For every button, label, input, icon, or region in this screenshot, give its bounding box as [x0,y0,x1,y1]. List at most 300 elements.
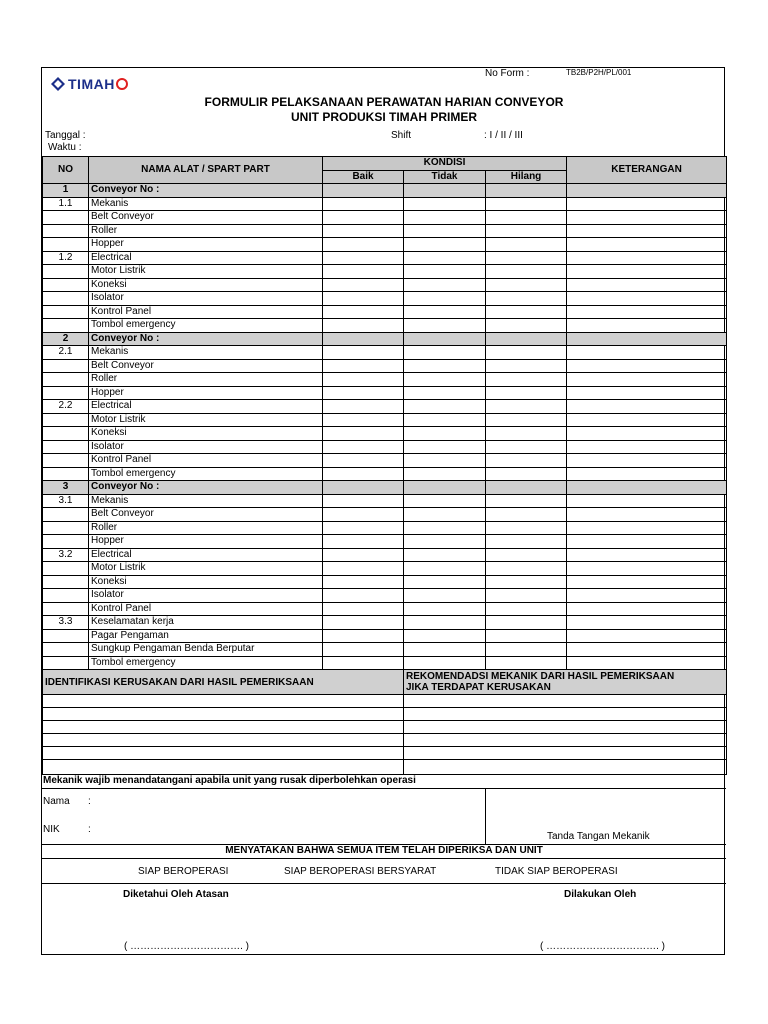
row-no: 3 [43,481,89,495]
cell-keterangan[interactable] [567,589,727,603]
cell-baik[interactable] [323,440,404,454]
row-name: Roller [89,224,323,238]
row-no [43,562,89,576]
cell-keterangan[interactable] [567,265,727,279]
row-no [43,265,89,279]
identifikasi-line[interactable] [43,708,404,721]
cell-tidak[interactable] [404,562,486,576]
cell-tidak[interactable] [404,197,486,211]
rekomendasi-line[interactable] [404,695,727,708]
cell-keterangan[interactable] [567,656,727,670]
table-row [43,521,727,535]
cell-keterangan[interactable] [567,467,727,481]
cell-baik[interactable] [323,184,404,198]
identifikasi-line[interactable] [43,721,404,734]
cell-baik[interactable] [323,292,404,306]
cell-baik[interactable] [323,643,404,657]
cell-tidak[interactable] [404,629,486,643]
row-name: Sungkup Pengaman Benda Berputar [89,643,323,657]
cell-baik[interactable] [323,305,404,319]
table-row [43,508,727,522]
cell-tidak[interactable] [404,602,486,616]
rekomendasi-line[interactable] [404,708,727,721]
cell-tidak[interactable] [404,251,486,265]
cell-keterangan[interactable] [567,278,727,292]
table-row [43,494,727,508]
table-row [43,319,727,333]
cell-baik[interactable] [323,575,404,589]
cell-baik[interactable] [323,265,404,279]
cell-keterangan[interactable] [567,427,727,441]
cell-keterangan[interactable] [567,521,727,535]
rekomendasi-header [404,670,727,695]
divider [42,883,726,884]
cell-keterangan[interactable] [567,251,727,265]
cell-baik[interactable] [323,454,404,468]
cell-baik[interactable] [323,346,404,360]
row-name: Electrical [89,400,323,414]
col-baik: Baik [323,170,404,184]
cell-keterangan[interactable] [567,643,727,657]
row-name: Isolator [89,440,323,454]
row-name: Conveyor No : [89,332,323,346]
row-no: 1 [43,184,89,198]
cell-baik[interactable] [323,548,404,562]
row-name: Koneksi [89,278,323,292]
row-name: Tombol emergency [89,467,323,481]
cell-tidak[interactable] [404,508,486,522]
identifikasi-line[interactable] [43,734,404,747]
cell-keterangan[interactable] [567,481,727,495]
table-row [43,643,727,657]
shift-label: Shift [391,130,412,141]
cell-baik[interactable] [323,535,404,549]
cell-tidak[interactable] [404,346,486,360]
form-title: FORMULIR PELAKSANAAN PERAWATAN HARIAN CONVEYOR [204,95,564,109]
cell-keterangan[interactable] [567,494,727,508]
section-row [43,332,727,346]
row-no: 1.1 [43,197,89,211]
cell-baik[interactable] [323,427,404,441]
table-row [43,589,727,603]
row-no [43,589,89,603]
cell-hilang[interactable] [486,400,567,414]
mekanik-note: Mekanik wajib menandatangani apabila unit yang rusak diperbolehkan operasi [43,775,416,786]
row-no [43,373,89,387]
signature-line-right[interactable]: ( ……………………………. ) [540,941,665,952]
table-row [43,562,727,576]
cell-baik[interactable] [323,251,404,265]
cell-tidak[interactable] [404,238,486,252]
table-row [43,278,727,292]
row-no [43,319,89,333]
cell-hilang[interactable] [486,494,567,508]
cell-keterangan[interactable] [567,386,727,400]
cell-keterangan[interactable] [567,629,727,643]
no-form-label: No Form : [485,68,530,79]
waktu-label: Waktu : [48,142,82,153]
table-row [43,548,727,562]
col-hilang: Hilang [486,170,567,184]
cell-baik[interactable] [323,319,404,333]
row-name: Roller [89,373,323,387]
row-name: Mekanis [89,494,323,508]
cell-tidak[interactable] [404,332,486,346]
row-no [43,224,89,238]
table-row [43,305,727,319]
row-no [43,535,89,549]
cell-baik[interactable] [323,521,404,535]
table-row [43,251,727,265]
table-row [43,535,727,549]
row-no [43,211,89,225]
table-row [43,373,727,387]
table-row [43,575,727,589]
divider [42,858,726,859]
cell-tidak[interactable] [404,454,486,468]
cell-baik[interactable] [323,602,404,616]
table-row [43,400,727,414]
identifikasi-header: IDENTIFIKASI KERUSAKAN DARI HASIL PEMERIKSAAN [43,670,404,695]
option-siap[interactable]: SIAP BEROPERASI [138,866,229,877]
table-row [43,602,727,616]
cell-hilang[interactable] [486,643,567,657]
cell-hilang[interactable] [486,197,567,211]
cell-hilang[interactable] [486,481,567,495]
nik-colon[interactable]: : [88,824,91,835]
cell-hilang[interactable] [486,508,567,522]
cell-keterangan[interactable] [567,224,727,238]
cell-hilang[interactable] [486,319,567,333]
company-logo [50,76,128,92]
table-row [43,656,727,670]
company-name: TIMAH [68,76,115,92]
row-name: Roller [89,521,323,535]
rekomendasi-line-1: REKOMENDADSI MEKANIK DARI HASIL PEMERIKSAAN [406,671,675,682]
cell-hilang[interactable] [486,373,567,387]
cell-hilang[interactable] [486,629,567,643]
table-row [43,238,727,252]
rekomendasi-line[interactable] [404,721,727,734]
cell-hilang[interactable] [486,616,567,630]
cell-baik[interactable] [323,332,404,346]
row-name: Belt Conveyor [89,211,323,225]
cell-keterangan[interactable] [567,373,727,387]
row-no [43,602,89,616]
cell-hilang[interactable] [486,346,567,360]
form-page [41,67,725,955]
cell-hilang[interactable] [486,535,567,549]
row-name: Hopper [89,238,323,252]
rekomendasi-line[interactable] [404,747,727,760]
cell-keterangan[interactable] [567,197,727,211]
row-no [43,278,89,292]
table-row [43,265,727,279]
cell-baik[interactable] [323,562,404,576]
menyatakan-statement: MENYATAKAN BAHWA SEMUA ITEM TELAH DIPERIKSA DAN UNIT [225,845,543,856]
cell-tidak[interactable] [404,467,486,481]
tanda-tangan-label: Tanda Tangan Mekanik [547,831,650,842]
cell-baik[interactable] [323,224,404,238]
cell-tidak[interactable] [404,319,486,333]
cell-tidak[interactable] [404,400,486,414]
row-no: 1.2 [43,251,89,265]
cell-baik[interactable] [323,278,404,292]
cell-hilang[interactable] [486,467,567,481]
identifikasi-line[interactable] [43,695,404,708]
cell-hilang[interactable] [486,454,567,468]
row-no [43,386,89,400]
table-row [43,629,727,643]
table-row [43,427,727,441]
row-name: Pagar Pengaman [89,629,323,643]
shift-options: : I / II / III [484,130,523,141]
cell-hilang[interactable] [486,427,567,441]
cell-keterangan[interactable] [567,602,727,616]
cell-hilang[interactable] [486,292,567,306]
option-siap-bersyarat[interactable]: SIAP BEROPERASI BERSYARAT [284,866,437,877]
tanggal-label: Tanggal : [45,130,86,141]
cell-hilang[interactable] [486,656,567,670]
row-no [43,440,89,454]
cell-baik[interactable] [323,386,404,400]
cell-keterangan[interactable] [567,508,727,522]
table-row [43,224,727,238]
cell-baik[interactable] [323,656,404,670]
identifikasi-line[interactable] [43,760,404,775]
row-name: Hopper [89,386,323,400]
cell-tidak[interactable] [404,494,486,508]
cell-tidak[interactable] [404,481,486,495]
cell-baik[interactable] [323,373,404,387]
signature-divider [485,788,486,844]
row-no [43,305,89,319]
inspection-rows [43,184,727,670]
cell-tidak[interactable] [404,305,486,319]
cell-hilang[interactable] [486,562,567,576]
table-row [43,386,727,400]
cell-keterangan[interactable] [567,346,727,360]
cell-tidak[interactable] [404,548,486,562]
row-no [43,427,89,441]
cell-keterangan[interactable] [567,359,727,373]
cell-tidak[interactable] [404,616,486,630]
cell-hilang[interactable] [486,224,567,238]
cell-keterangan[interactable] [567,332,727,346]
cell-baik[interactable] [323,589,404,603]
cell-keterangan[interactable] [567,238,727,252]
cell-keterangan[interactable] [567,400,727,414]
cell-hilang[interactable] [486,548,567,562]
cell-baik[interactable] [323,494,404,508]
cell-tidak[interactable] [404,211,486,225]
col-nama: NAMA ALAT / SPART PART [89,157,323,184]
row-no [43,292,89,306]
cell-tidak[interactable] [404,278,486,292]
table-row [43,292,727,306]
cell-hilang[interactable] [486,386,567,400]
cell-tidak[interactable] [404,427,486,441]
table-row [43,197,727,211]
cell-hilang[interactable] [486,589,567,603]
cell-tidak[interactable] [404,359,486,373]
table-row [43,346,727,360]
rekomendasi-line[interactable] [404,734,727,747]
cell-baik[interactable] [323,467,404,481]
row-name: Electrical [89,548,323,562]
row-name: Conveyor No : [89,481,323,495]
cell-tidak[interactable] [404,373,486,387]
cell-keterangan[interactable] [567,211,727,225]
row-name: Motor Listrik [89,265,323,279]
row-name: Electrical [89,251,323,265]
cell-baik[interactable] [323,238,404,252]
cell-hilang[interactable] [486,211,567,225]
row-no [43,467,89,481]
rekomendasi-line[interactable] [404,760,727,775]
cell-keterangan[interactable] [567,319,727,333]
row-no: 3.1 [43,494,89,508]
cell-baik[interactable] [323,197,404,211]
cell-tidak[interactable] [404,643,486,657]
row-no [43,454,89,468]
cell-tidak[interactable] [404,440,486,454]
cell-tidak[interactable] [404,575,486,589]
row-name: Keselamatan kerja [89,616,323,630]
row-no [43,643,89,657]
findings-table [42,669,727,775]
row-no [43,656,89,670]
cell-tidak[interactable] [404,224,486,238]
nama-label: Nama [43,796,70,807]
row-name: Kontrol Panel [89,305,323,319]
cell-baik[interactable] [323,629,404,643]
diketahui-label: Diketahui Oleh Atasan [123,889,229,900]
row-name: Kontrol Panel [89,602,323,616]
cell-keterangan[interactable] [567,292,727,306]
col-no: NO [43,157,89,184]
cell-keterangan[interactable] [567,575,727,589]
table-row [43,454,727,468]
row-name: Motor Listrik [89,562,323,576]
cell-hilang[interactable] [486,575,567,589]
cell-hilang[interactable] [486,440,567,454]
row-no [43,575,89,589]
cell-keterangan[interactable] [567,184,727,198]
signature-line-left[interactable]: ( ……………………………. ) [124,941,249,952]
divider [42,788,726,789]
cell-keterangan[interactable] [567,440,727,454]
cell-baik[interactable] [323,508,404,522]
row-name: Mekanis [89,346,323,360]
inspection-table [42,156,727,670]
cell-hilang[interactable] [486,602,567,616]
cell-hilang[interactable] [486,278,567,292]
cell-keterangan[interactable] [567,305,727,319]
cell-baik[interactable] [323,211,404,225]
logo-circle-icon [116,78,128,90]
row-no [43,238,89,252]
cell-tidak[interactable] [404,656,486,670]
option-tidak-siap[interactable]: TIDAK SIAP BEROPERASI [495,866,618,877]
cell-keterangan[interactable] [567,548,727,562]
row-no: 2 [43,332,89,346]
cell-hilang[interactable] [486,413,567,427]
row-name: Hopper [89,535,323,549]
row-name: Belt Conveyor [89,508,323,522]
cell-keterangan[interactable] [567,616,727,630]
col-keterangan: KETERANGAN [567,157,727,184]
row-name: Koneksi [89,575,323,589]
cell-hilang[interactable] [486,305,567,319]
cell-hilang[interactable] [486,251,567,265]
cell-hilang[interactable] [486,265,567,279]
row-name: Mekanis [89,197,323,211]
cell-keterangan[interactable] [567,535,727,549]
table-row [43,616,727,630]
nik-label: NIK [43,824,60,835]
cell-tidak[interactable] [404,184,486,198]
cell-tidak[interactable] [404,292,486,306]
cell-hilang[interactable] [486,184,567,198]
table-row [43,440,727,454]
identifikasi-line[interactable] [43,747,404,760]
cell-baik[interactable] [323,616,404,630]
cell-hilang[interactable] [486,332,567,346]
row-name: Conveyor No : [89,184,323,198]
cell-tidak[interactable] [404,413,486,427]
cell-baik[interactable] [323,481,404,495]
cell-baik[interactable] [323,359,404,373]
row-no [43,521,89,535]
cell-tidak[interactable] [404,386,486,400]
table-row [43,211,727,225]
row-name: Tombol emergency [89,656,323,670]
cell-hilang[interactable] [486,359,567,373]
form-subtitle: UNIT PRODUKSI TIMAH PRIMER [291,110,477,124]
section-row [43,184,727,198]
cell-tidak[interactable] [404,521,486,535]
cell-baik[interactable] [323,413,404,427]
row-name: Motor Listrik [89,413,323,427]
nama-colon[interactable]: : [88,796,91,807]
cell-keterangan[interactable] [567,413,727,427]
timah-logo-icon [50,76,66,92]
cell-baik[interactable] [323,400,404,414]
cell-keterangan[interactable] [567,454,727,468]
row-no: 3.2 [43,548,89,562]
cell-hilang[interactable] [486,521,567,535]
table-row [43,467,727,481]
section-row [43,481,727,495]
row-name: Tombol emergency [89,319,323,333]
row-name: Belt Conveyor [89,359,323,373]
row-name: Koneksi [89,427,323,441]
no-form-value: TB2B/P2H/PL/001 [566,68,632,77]
cell-hilang[interactable] [486,238,567,252]
rekomendasi-line-2: JIKA TERDAPAT KERUSAKAN [406,682,551,693]
cell-tidak[interactable] [404,265,486,279]
row-no [43,413,89,427]
row-no [43,359,89,373]
cell-tidak[interactable] [404,589,486,603]
cell-tidak[interactable] [404,535,486,549]
cell-keterangan[interactable] [567,562,727,576]
table-row [43,413,727,427]
col-kondisi: KONDISI [323,157,567,171]
table-row [43,359,727,373]
row-no: 3.3 [43,616,89,630]
